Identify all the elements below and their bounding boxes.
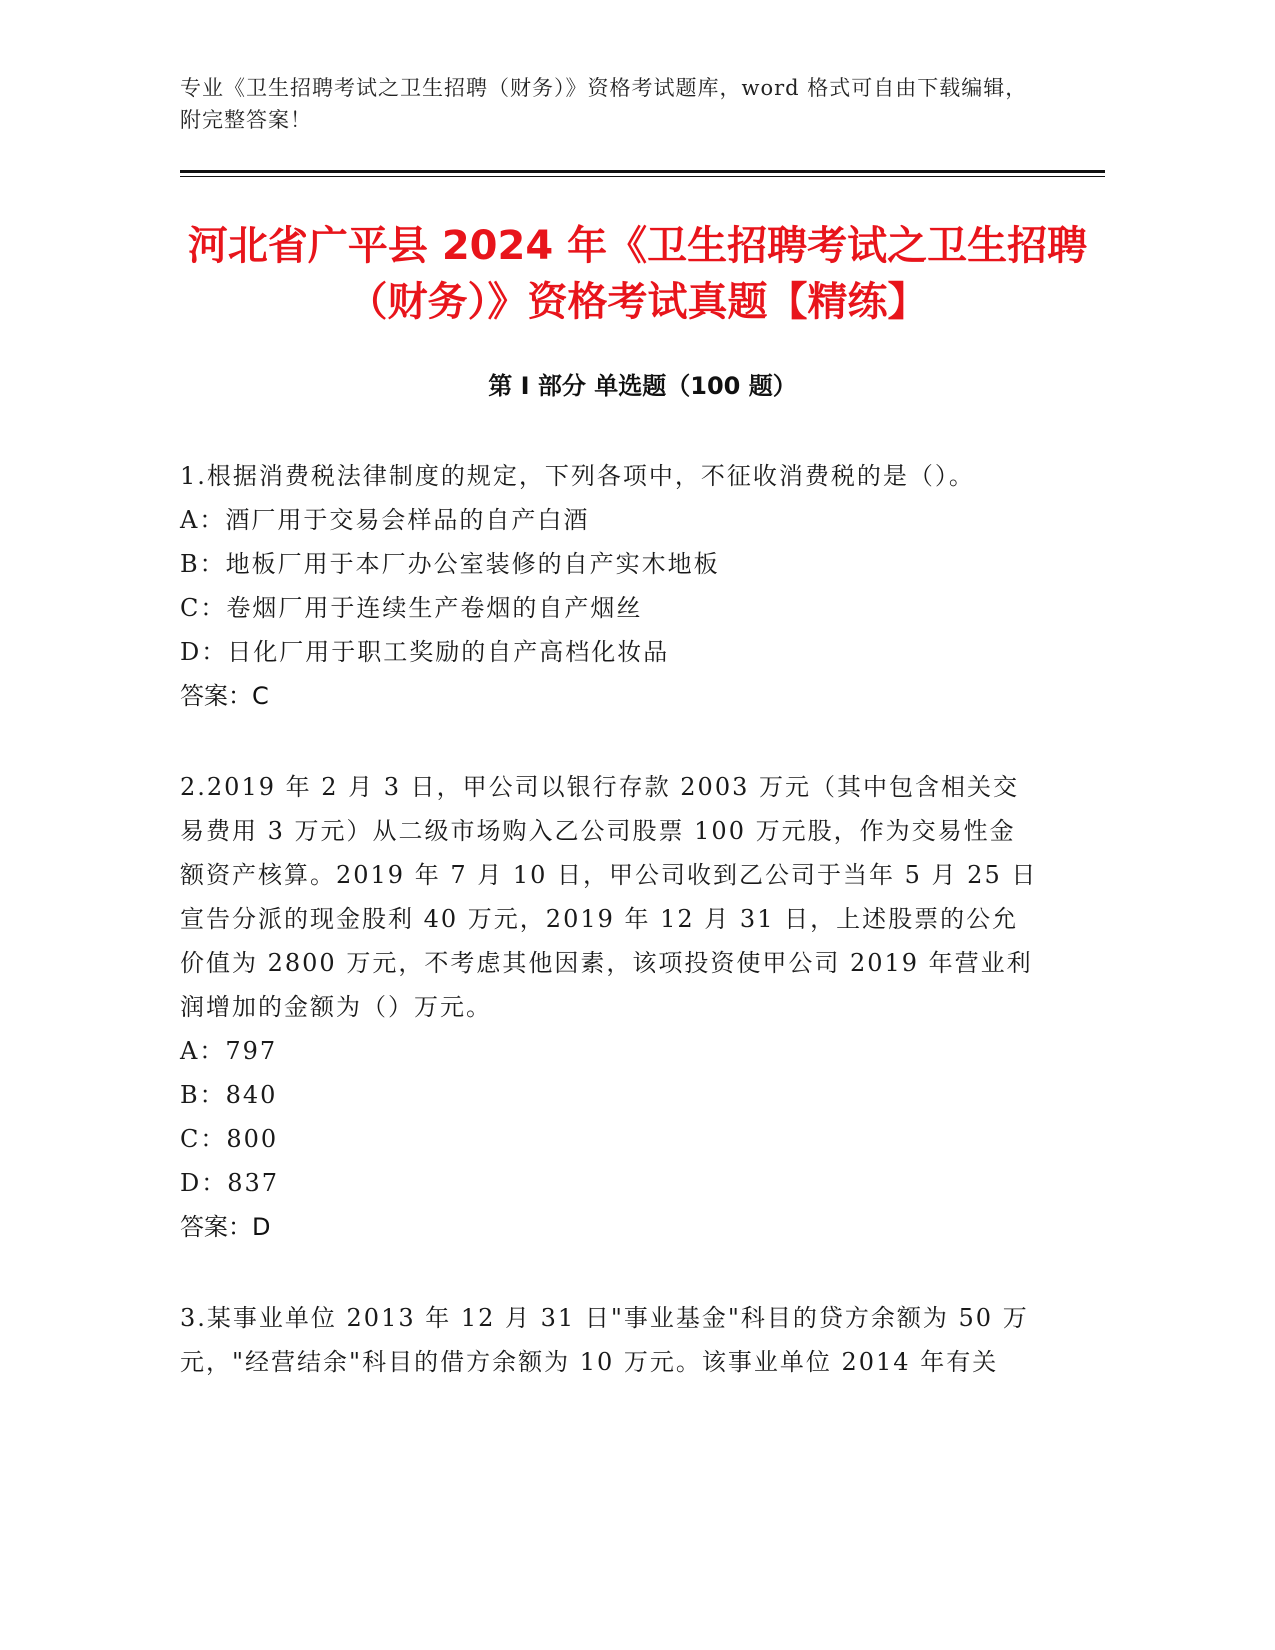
option-b: B：840 [180,1081,278,1109]
question-2 [180,765,1040,1249]
header-note: 专业《卫生招聘考试之卫生招聘（财务）》资格考试题库，word 格式可自由下载编辑，附完整答案！ [180,76,1028,132]
section-heading: 第 I 部分 单选题（100 题） [488,372,797,400]
question-1 [180,454,1040,718]
question-stem: 2.2019 年 2 月 3 日，甲公司以银行存款 2003 万元（其中包含相关交易费用 3 万元）从二级市场购入乙公司股票 100 万元股，作为交易性金额资产核算。2019 年 7 月 10 日，甲公司收到乙公司于当年 5 月 25 日宣告分派的现金股利 40 万元，2019 年 12 月 31 日，上述股票的公允价值为 2800 万元，不考虑其他因素，该项投资使甲公司 2019 年营业利润增加的金额为（）万元。 [180,773,1038,1021]
answer: 答案：D [180,1213,271,1241]
answer: 答案：C [180,682,269,710]
option-d: D：837 [180,1169,280,1197]
option-c: C：800 [180,1125,279,1153]
option-a: A：酒厂用于交易会样品的自产白酒 [180,506,590,534]
header-divider-thick [180,170,1105,173]
header-divider-thin [180,176,1105,177]
option-b: B：地板厂用于本厂办公室装修的自产实木地板 [180,550,720,578]
question-stem: 3.某事业单位 2013 年 12 月 31 日"事业基金"科目的贷方余额为 50 万元，"经营结余"科目的借方余额为 10 万元。该事业单位 2014 年有关 [180,1304,1029,1376]
option-c: C：卷烟厂用于连续生产卷烟的自产烟丝 [180,594,643,622]
option-a: A：797 [180,1037,278,1065]
document-title: 河北省广平县 2024 年《卫生招聘考试之卫生招聘（财务）》资格考试真题【精练】 [187,223,1088,325]
question-list [180,454,1040,1431]
option-d: D：日化厂用于职工奖励的自产高档化妆品 [180,638,670,666]
question-3 [180,1296,1040,1384]
question-stem: 1.根据消费税法律制度的规定，下列各项中，不征收消费税的是（）。 [180,462,975,490]
